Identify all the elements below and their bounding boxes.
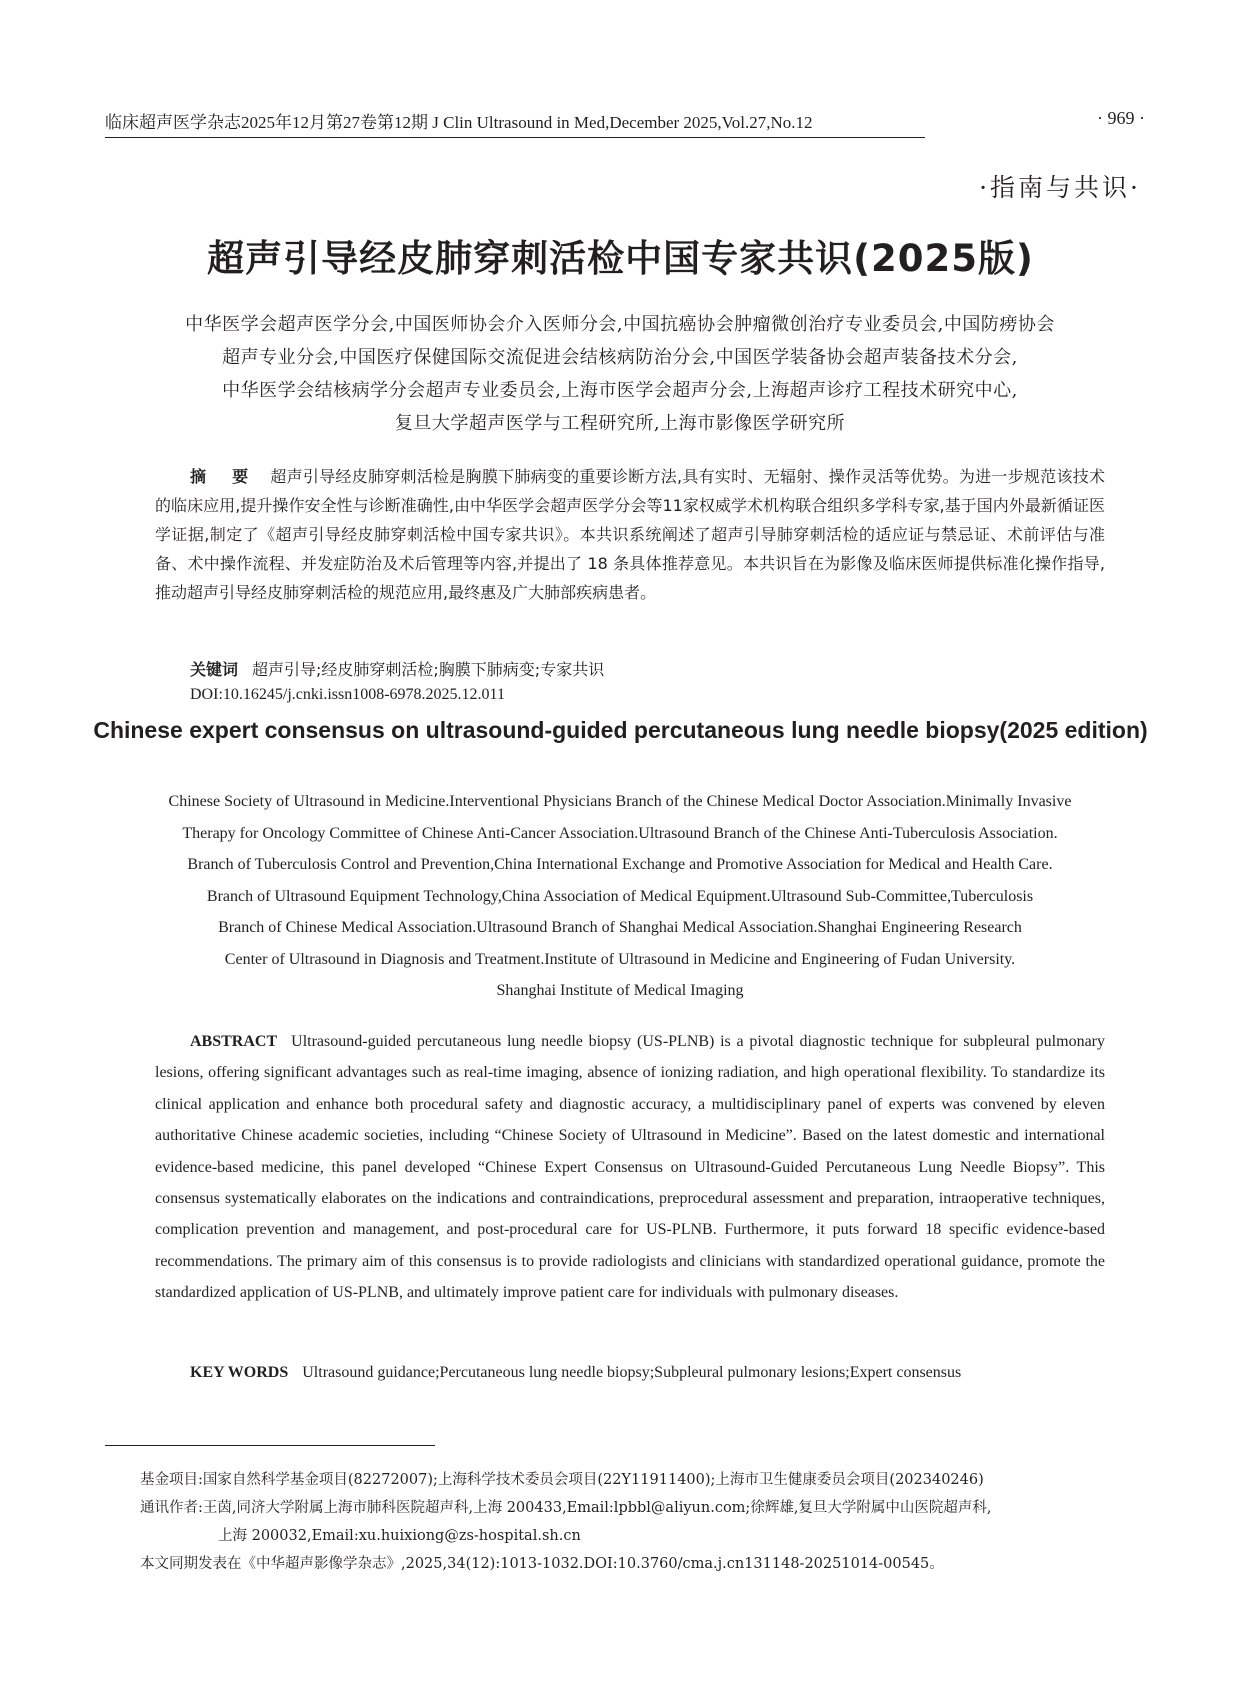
keywords-cn-label: 关键词 <box>190 660 239 679</box>
doi: DOI:10.16245/j.cnki.issn1008-6978.2025.12.011 <box>190 686 505 703</box>
org-line-en: Chinese Society of Ultrasound in Medicine.Interventional Physicians Branch of the Chinese Medical Doctor Association.Minimally Invasive <box>168 793 1072 810</box>
abstract-cn-label: 摘 要 <box>190 467 259 486</box>
section-tag: ·指南与共识· <box>979 173 1141 202</box>
org-line-en: Therapy for Oncology Committee of Chinese Anti-Cancer Association.Ultrasound Branch of the Chinese Anti-Tuberculosis Association. <box>182 824 1058 842</box>
org-line-en: Center of Ultrasound in Diagnosis and Treatment.Institute of Ultrasound in Medicine and Engineering of Fudan University. <box>224 950 1016 968</box>
org-line-en: Branch of Tuberculosis Control and Prevention,China International Exchange and Promotive Association for Medical and Health Care. <box>187 856 1053 873</box>
author-organizations-cn <box>100 308 1140 440</box>
org-line: 复旦大学超声医学与工程研究所,上海市影像医学研究所 <box>394 413 846 434</box>
abstract-en <box>155 1026 1105 1309</box>
footnote-divider <box>105 1445 435 1446</box>
footnote-correspondence: 通讯作者:王茵,同济大学附属上海市肺科医院超声科,上海 200433,Email:lpbbl@aliyun.com;徐辉雄,复旦大学附属中山医院超声科, <box>140 1500 992 1516</box>
page-number: · 969 · <box>1097 108 1145 128</box>
keywords-cn <box>190 657 604 680</box>
journal-citation-line: 临床超声医学杂志2025年12月第27卷第12期 J Clin Ultrasound in Med,December 2025,Vol.27,No.12 <box>105 108 925 138</box>
footnotes <box>140 1466 1150 1578</box>
org-line: 超声专业分会,中国医疗保健国际交流促进会结核病防治分会,中国医学装备协会超声装备技术分会, <box>222 347 1018 368</box>
abstract-en-text: Ultrasound-guided percutaneous lung needle biopsy (US-PLNB) is a pivotal diagnostic technique for subpleural pulmonary lesions, offering significant advantages such as real-time imaging, absence of ionizing radiation, and high operational flexibility. To standardize its clinical application and enhance both procedural safety and diagnostic accuracy, a multidisciplinary panel of experts was convened by eleven authoritative Chinese academic societies, including “Chinese Society of Ultrasound in Medicine”. Based on the latest domestic and international evidence-based medicine, this panel developed “Chinese Expert Consensus on Ultrasound-Guided Percutaneous Lung Needle Biopsy”. This consensus systematically elaborates on the indications and contraindications, preprocedural assessment and preparation, intraoperative techniques, complication prevention and management, and post-procedural care for US-PLNB. Furthermore, it puts forward 18 specific evidence-based recommendations. The primary aim of this consensus is to provide radiologists and clinicians with standardized operational guidance, promote the standardized application of US-PLNB, and ultimately improve patient care for individuals with pulmonary diseases. <box>155 1033 1105 1302</box>
org-line-en: Shanghai Institute of Medical Imaging <box>496 982 744 999</box>
footnote-correspondence-cont: 上海 200032,Email:xu.huixiong@zs-hospital.sh.cn <box>218 1528 581 1544</box>
keywords-cn-text: 超声引导;经皮肺穿刺活检;胸膜下肺病变;专家共识 <box>252 660 605 679</box>
keywords-en <box>190 1364 961 1382</box>
keywords-en-text: Ultrasound guidance;Percutaneous lung needle biopsy;Subpleural pulmonary lesions;Expert consensus <box>302 1364 962 1381</box>
org-line-en: Branch of Ultrasound Equipment Technology,China Association of Medical Equipment.Ultrasound Sub-Committee,Tuberculosis <box>206 887 1034 905</box>
keywords-en-label: KEY WORDS <box>190 1364 289 1381</box>
abstract-en-label: ABSTRACT <box>190 1033 278 1050</box>
abstract-cn-text: 超声引导经皮肺穿刺活检是胸膜下肺病变的重要诊断方法,具有实时、无辐射、操作灵活等优势。为进一步规范该技术的临床应用,提升操作安全性与诊断准确性,由中华医学会超声医学分会等11家权威学术机构联合组织多学科专家,基于国内外最新循证医学证据,制定了《超声引导经皮肺穿刺活检中国专家共识》。本共识系统阐述了超声引导肺穿刺活检的适应证与禁忌证、术前评估与准备、术中操作流程、并发症防治及术后管理等内容,并提出了 18 条具体推荐意见。本共识旨在为影像及临床医师提供标准化操作指导,推动超声引导经皮肺穿刺活检的规范应用,最终惠及广大肺部疾病患者。 <box>155 467 1105 602</box>
running-header <box>105 108 1145 140</box>
article-title-cn: 超声引导经皮肺穿刺活检中国专家共识(2025版) <box>207 237 1034 280</box>
author-organizations-en <box>100 786 1140 1007</box>
org-line-en: Branch of Chinese Medical Association.Ultrasound Branch of Shanghai Medical Association.Shanghai Engineering Research <box>218 919 1022 936</box>
org-line: 中华医学会结核病学分会超声专业委员会,上海市医学会超声分会,上海超声诊疗工程技术研究中心, <box>222 380 1018 401</box>
footnote-funding: 基金项目:国家自然科学基金项目(82272007);上海科学技术委员会项目(22Y11911400);上海市卫生健康委员会项目(202340246) <box>140 1472 984 1488</box>
org-line: 中华医学会超声医学分会,中国医师协会介入医师分会,中国抗癌协会肿瘤微创治疗专业委员会,中国防痨协会 <box>185 314 1055 335</box>
footnote-simultaneous-publication: 本文同期发表在《中华超声影像学杂志》,2025,34(12):1013-1032.DOI:10.3760/cma.j.cn131148-20251014-00545。 <box>140 1556 944 1572</box>
abstract-cn <box>155 462 1105 607</box>
article-title-en: Chinese expert consensus on ultrasound-guided percutaneous lung needle biopsy(2025 edition) <box>93 717 1148 743</box>
